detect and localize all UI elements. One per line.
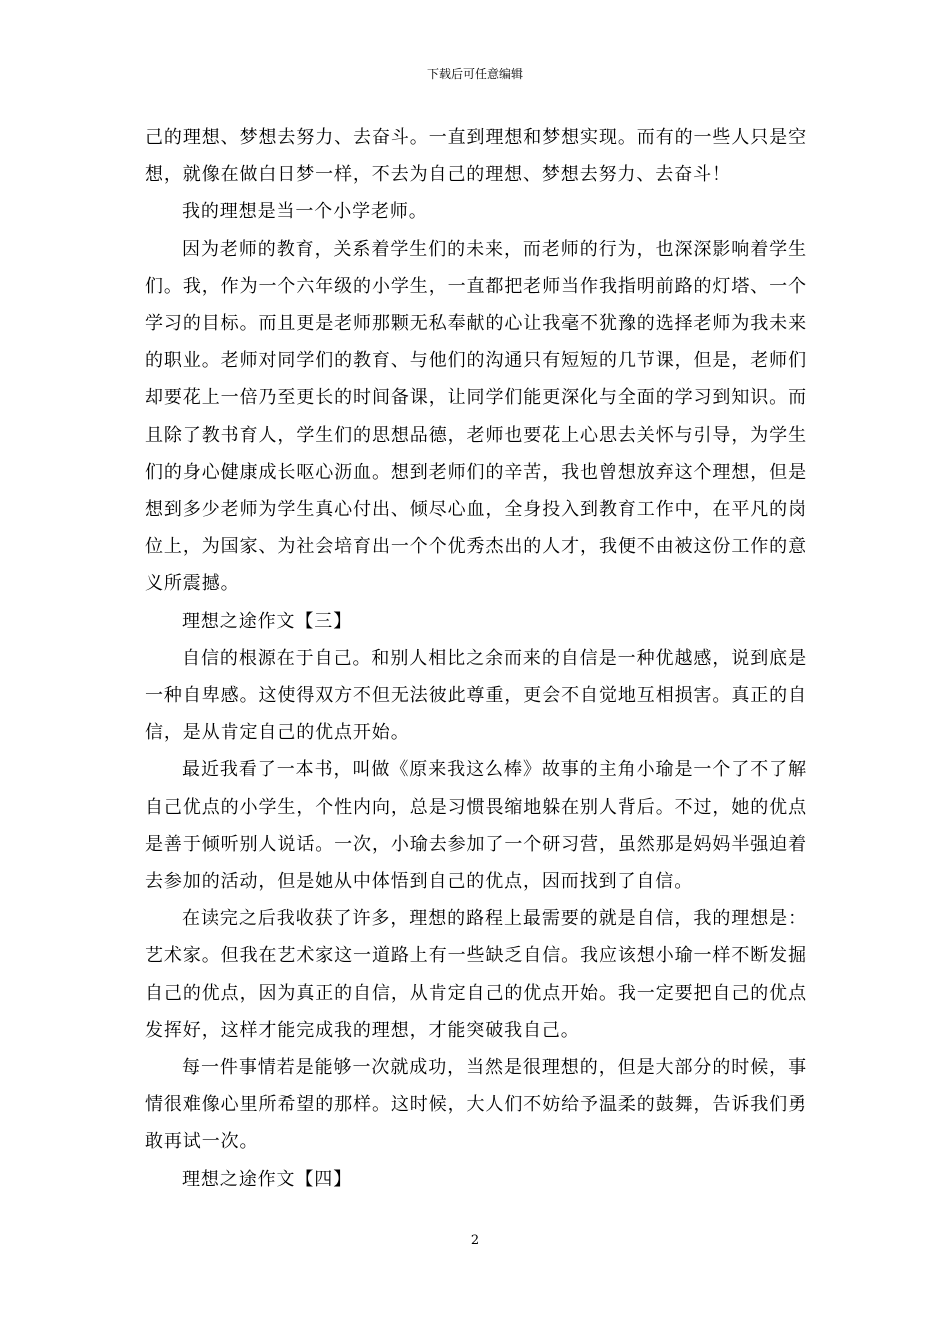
paragraph-1: 己的理想、梦想去努力、去奋斗。一直到理想和梦想实现。而有的一些人只是空想，就像在做白日梦一样，不去为自己的理想、梦想去努力、去奋斗！ xyxy=(145,127,807,186)
paragraph-2: 我的理想是当一个小学老师。 xyxy=(182,201,428,223)
paragraph-4: 自信的根源在于自己。和别人相比之余而来的自信是一种优越感，说到底是一种自卑感。这使得双方不但无法彼此尊重，更会不自觉地互相损害。真正的自信，是从肯定自己的优点开始。 xyxy=(145,647,807,744)
section-heading-4: 理想之途作文【四】 xyxy=(182,1168,353,1190)
document-body xyxy=(145,119,807,1198)
page-number: 2 xyxy=(470,1233,480,1248)
paragraph-6: 在读完之后我收获了许多，理想的路程上最需要的就是自信，我的理想是：艺术家。但我在艺术家这一道路上有一些缺乏自信。我应该想小瑜一样不断发掘自己的优点，因为真正的自信，从肯定自己的优点开始。我一定要把自己的优点发挥好，这样才能完成我的理想，才能突破我自己。 xyxy=(145,908,807,1041)
page-header: 下载后可任意编辑 xyxy=(426,67,523,81)
section-heading-3: 理想之途作文【三】 xyxy=(182,610,353,632)
paragraph-7: 每一件事情若是能够一次就成功，当然是很理想的，但是大部分的时候，事情很难像心里所希望的那样。这时候，大人们不妨给予温柔的鼓舞，告诉我们勇敢再试一次。 xyxy=(145,1057,807,1153)
paragraph-5: 最近我看了一本书，叫做《原来我这么棒》故事的主角小瑜是一个了不了解自己优点的小学生，个性内向，总是习惯畏缩地躲在别人背后。不过，她的优点是善于倾听别人说话。一次，小瑜去参加了一个研习营，虽然那是妈妈半强迫着去参加的活动，但是她从中体悟到自己的优点，因而找到了自信。 xyxy=(145,759,807,893)
paragraph-3: 因为老师的教育，关系着学生们的未来，而老师的行为，也深深影响着学生们。我，作为一个六年级的小学生，一直都把老师当作我指明前路的灯塔、一个学习的目标。而且更是老师那颗无私奉献的心让我毫不犹豫的选择老师为我未来的职业。老师对同学们的教育、与他们的沟通只有短短的几节课，但是，老师们却要花上一倍乃至更长的时间备课，让同学们能更深化与全面的学习到知识。而且除了教书育人，学生们的思想品德，老师也要花上心思去关怀与引导，为学生们的身心健康成长呕心沥血。想到老师们的辛苦，我也曾想放弃这个理想，但是想到多少老师为学生真心付出、倾尽心血，全身投入到教育工作中，在平凡的岗位上，为国家、为社会培育出一个个优秀杰出的人才，我便不由被这份工作的意义所震撼。 xyxy=(145,238,807,595)
